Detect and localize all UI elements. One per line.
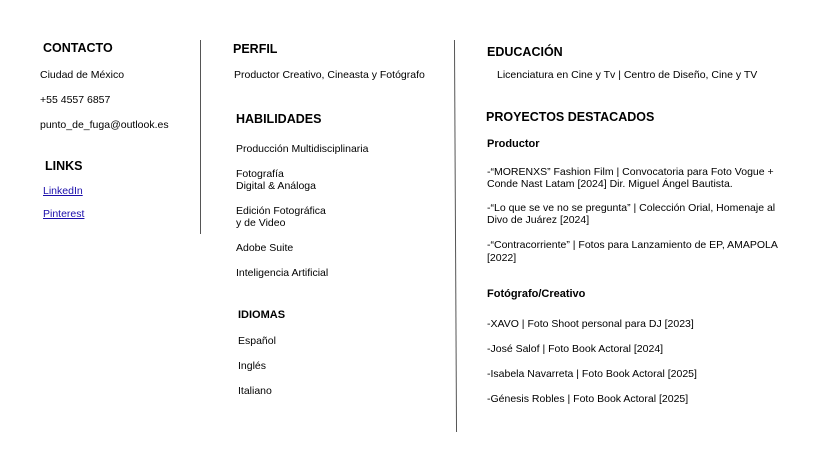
- pinterest-link[interactable]: Pinterest: [43, 208, 85, 220]
- fotografo-project-line: -Isabela Navarreta | Foto Book Actoral [2025]: [487, 368, 697, 380]
- contacto-title: CONTACTO: [43, 41, 113, 55]
- fotografo-project-line: -Génesis Robles | Foto Book Actoral [2025]: [487, 393, 689, 405]
- fotografo-project-line: -XAVO | Foto Shoot personal para DJ [2023]: [487, 318, 694, 330]
- skill-item: Adobe Suite: [236, 242, 294, 254]
- productor-project-line: -“Contracorriente” | Fotos para Lanzamiento de EP, AMAPOLA: [487, 239, 778, 251]
- productor-project-line: -“Lo que se ve no se pregunta” | Colección Orial, Homenaje al: [487, 202, 776, 214]
- contact-email: punto_de_fuga@outlook.es: [40, 119, 169, 131]
- productor-project-line: Conde Nast Latam [2024] Dir. Miguel Ángel Bautista.: [487, 178, 733, 190]
- fotografo-subtitle: Fotógrafo/Creativo: [487, 288, 586, 300]
- language-item: Inglés: [238, 360, 267, 372]
- productor-project-line: [2022]: [487, 252, 517, 264]
- educacion-title: EDUCACIÓN: [487, 45, 563, 59]
- contact-city: Ciudad de México: [40, 69, 125, 81]
- links-title: LINKS: [45, 159, 83, 173]
- habilidades-title: HABILIDADES: [236, 112, 322, 126]
- skill-item: Fotografía: [236, 168, 284, 180]
- productor-project-line: -“MORENXS” Fashion Film | Convocatoria para Foto Vogue +: [487, 166, 774, 178]
- productor-project-line: Divo de Juárez [2024]: [487, 214, 590, 226]
- perfil-title: PERFIL: [233, 42, 278, 56]
- contact-phone: +55 4557 6857: [40, 94, 111, 106]
- productor-subtitle: Productor: [487, 138, 540, 150]
- skill-item: Producción Multidisciplinaria: [236, 143, 369, 155]
- idiomas-title: IDIOMAS: [238, 309, 286, 321]
- skill-item: Digital & Análoga: [236, 180, 316, 192]
- skill-item: y de Video: [236, 217, 286, 229]
- skill-item: Inteligencia Artificial: [236, 267, 329, 279]
- skill-item: Edición Fotográfica: [236, 205, 326, 217]
- divider-left: [200, 40, 201, 234]
- language-item: Español: [238, 335, 276, 347]
- linkedin-link[interactable]: LinkedIn: [43, 185, 83, 197]
- proyectos-title: PROYECTOS DESTACADOS: [486, 110, 655, 124]
- perfil-text: Productor Creativo, Cineasta y Fotógrafo: [234, 69, 425, 81]
- divider-right: [454, 40, 457, 432]
- fotografo-project-line: -José Salof | Foto Book Actoral [2024]: [487, 343, 664, 355]
- language-item: Italiano: [238, 385, 272, 397]
- educacion-text: Licenciatura en Cine y Tv | Centro de Diseño, Cine y TV: [497, 69, 758, 81]
